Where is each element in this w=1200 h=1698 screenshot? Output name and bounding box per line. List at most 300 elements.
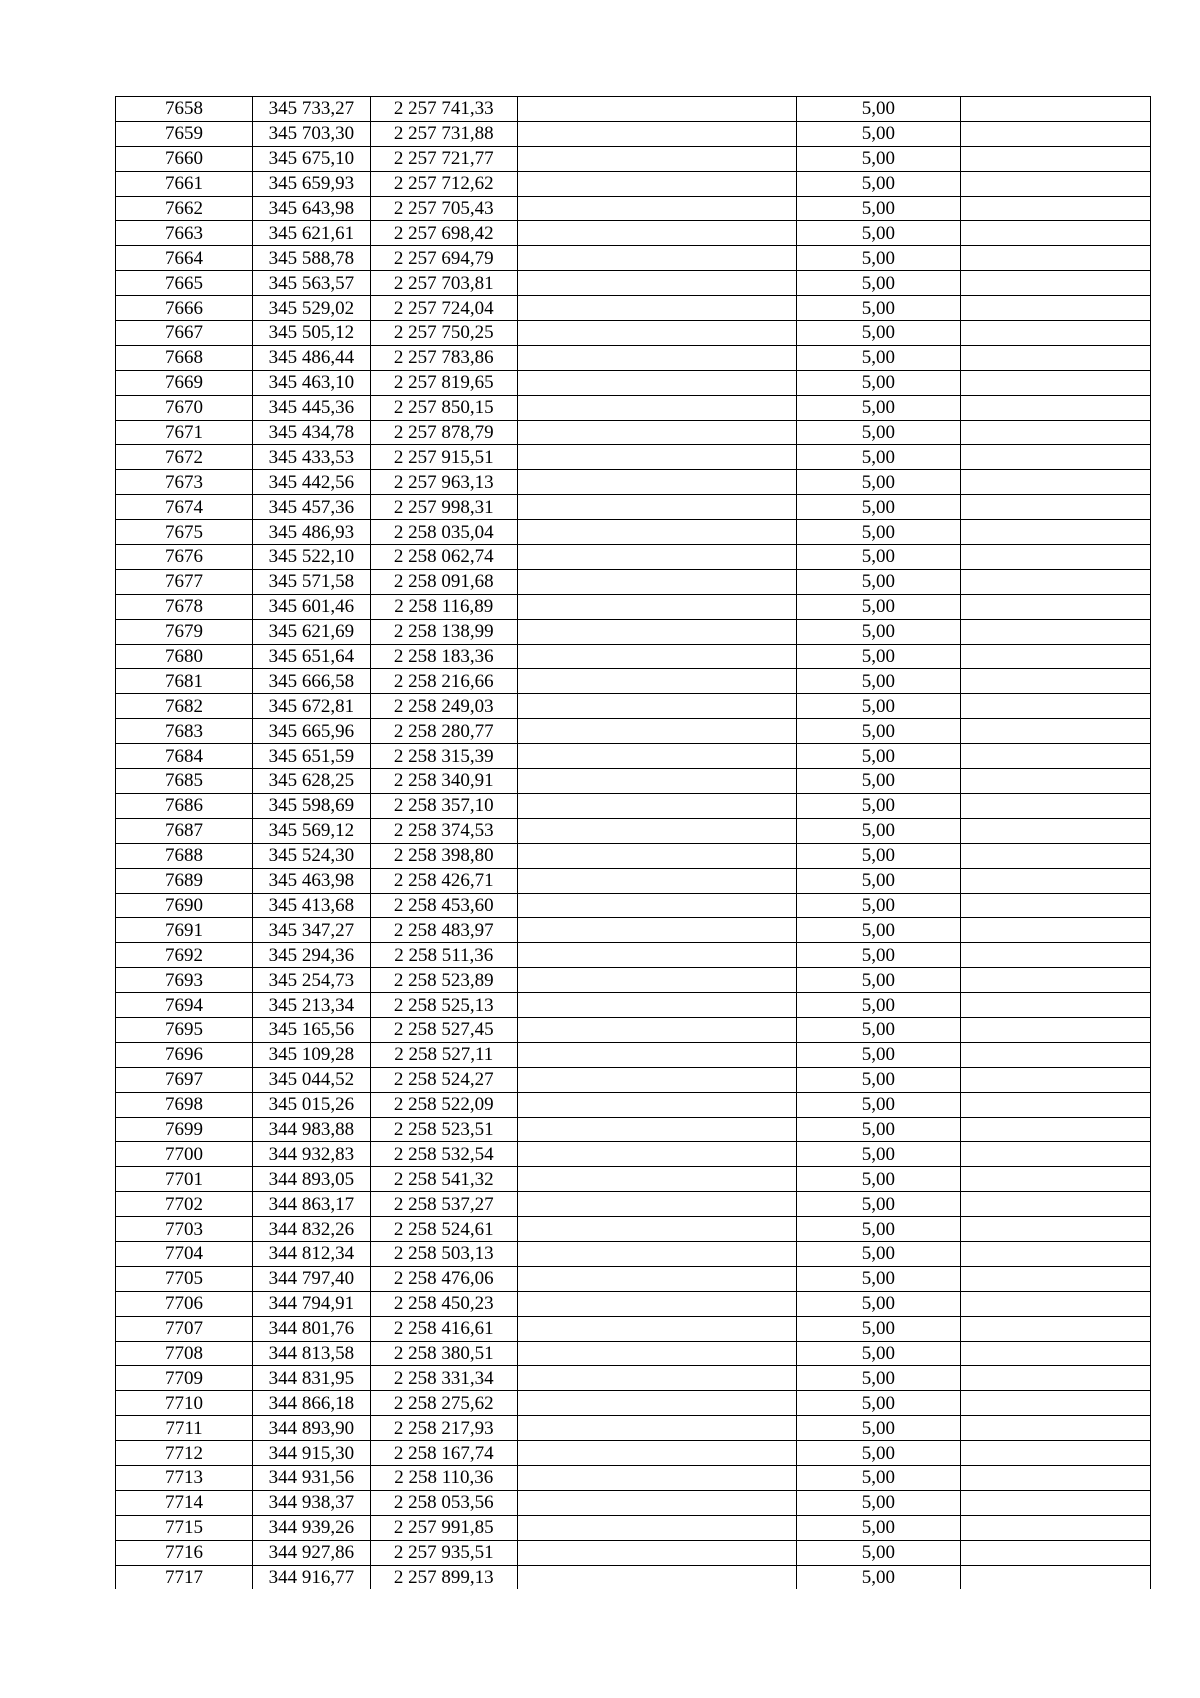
empty-cell (960, 644, 1150, 669)
empty-cell (517, 1217, 796, 1242)
y-coordinate-cell: 2 257 878,79 (370, 420, 517, 445)
value-cell: 5,00 (797, 370, 961, 395)
table-row (116, 296, 1151, 321)
value-cell: 5,00 (797, 221, 961, 246)
empty-cell (960, 1540, 1150, 1565)
empty-cell (960, 1192, 1150, 1217)
point-number-cell: 7713 (116, 1465, 253, 1490)
empty-cell (517, 968, 796, 993)
point-number-cell: 7668 (116, 345, 253, 370)
empty-cell (517, 221, 796, 246)
empty-cell (517, 321, 796, 346)
point-number-cell: 7711 (116, 1416, 253, 1441)
x-coordinate-cell: 345 505,12 (253, 321, 371, 346)
empty-cell (517, 619, 796, 644)
y-coordinate-cell: 2 258 523,89 (370, 968, 517, 993)
y-coordinate-cell: 2 258 453,60 (370, 893, 517, 918)
y-coordinate-cell: 2 258 374,53 (370, 818, 517, 843)
table-row (116, 495, 1151, 520)
empty-cell (517, 1241, 796, 1266)
empty-cell (517, 196, 796, 221)
value-cell: 5,00 (797, 1067, 961, 1092)
empty-cell (517, 1067, 796, 1092)
empty-cell (517, 1341, 796, 1366)
x-coordinate-cell: 345 254,73 (253, 968, 371, 993)
y-coordinate-cell: 2 258 522,09 (370, 1092, 517, 1117)
empty-cell (517, 1192, 796, 1217)
y-coordinate-cell: 2 258 380,51 (370, 1341, 517, 1366)
empty-cell (960, 445, 1150, 470)
y-coordinate-cell: 2 258 249,03 (370, 694, 517, 719)
table-row (116, 893, 1151, 918)
y-coordinate-cell: 2 257 705,43 (370, 196, 517, 221)
empty-cell (960, 196, 1150, 221)
x-coordinate-cell: 345 486,93 (253, 520, 371, 545)
x-coordinate-cell: 345 044,52 (253, 1067, 371, 1092)
table-row (116, 271, 1151, 296)
point-number-cell: 7714 (116, 1490, 253, 1515)
empty-cell (517, 1167, 796, 1192)
y-coordinate-cell: 2 257 721,77 (370, 146, 517, 171)
empty-cell (960, 1142, 1150, 1167)
point-number-cell: 7665 (116, 271, 253, 296)
value-cell: 5,00 (797, 569, 961, 594)
x-coordinate-cell: 345 524,30 (253, 843, 371, 868)
x-coordinate-cell: 345 463,10 (253, 370, 371, 395)
table-row (116, 395, 1151, 420)
coordinates-table (115, 96, 1151, 1589)
y-coordinate-cell: 2 258 275,62 (370, 1391, 517, 1416)
y-coordinate-cell: 2 258 183,36 (370, 644, 517, 669)
point-number-cell: 7690 (116, 893, 253, 918)
y-coordinate-cell: 2 257 703,81 (370, 271, 517, 296)
value-cell: 5,00 (797, 1291, 961, 1316)
point-number-cell: 7658 (116, 97, 253, 122)
table-row (116, 818, 1151, 843)
value-cell: 5,00 (797, 694, 961, 719)
y-coordinate-cell: 2 258 483,97 (370, 918, 517, 943)
y-coordinate-cell: 2 258 357,10 (370, 793, 517, 818)
table-row (116, 943, 1151, 968)
empty-cell (517, 470, 796, 495)
x-coordinate-cell: 345 486,44 (253, 345, 371, 370)
value-cell: 5,00 (797, 1092, 961, 1117)
point-number-cell: 7694 (116, 993, 253, 1018)
point-number-cell: 7672 (116, 445, 253, 470)
table-row (116, 1416, 1151, 1441)
table-row (116, 321, 1151, 346)
x-coordinate-cell: 344 932,83 (253, 1142, 371, 1167)
empty-cell (517, 769, 796, 794)
table-row (116, 1341, 1151, 1366)
empty-cell (517, 1391, 796, 1416)
empty-cell (517, 1316, 796, 1341)
table-row (116, 1316, 1151, 1341)
table-row (116, 97, 1151, 122)
y-coordinate-cell: 2 258 541,32 (370, 1167, 517, 1192)
empty-cell (960, 420, 1150, 445)
empty-cell (960, 1291, 1150, 1316)
x-coordinate-cell: 345 347,27 (253, 918, 371, 943)
table-row (116, 1142, 1151, 1167)
y-coordinate-cell: 2 258 116,89 (370, 594, 517, 619)
value-cell: 5,00 (797, 993, 961, 1018)
table-row (116, 1465, 1151, 1490)
empty-cell (960, 121, 1150, 146)
y-coordinate-cell: 2 258 398,80 (370, 843, 517, 868)
x-coordinate-cell: 345 571,58 (253, 569, 371, 594)
value-cell: 5,00 (797, 271, 961, 296)
x-coordinate-cell: 345 522,10 (253, 545, 371, 570)
empty-cell (517, 1565, 796, 1589)
x-coordinate-cell: 344 831,95 (253, 1366, 371, 1391)
value-cell: 5,00 (797, 545, 961, 570)
table-row (116, 171, 1151, 196)
table-row (116, 1391, 1151, 1416)
point-number-cell: 7707 (116, 1316, 253, 1341)
empty-cell (517, 569, 796, 594)
table-row (116, 1490, 1151, 1515)
point-number-cell: 7695 (116, 1017, 253, 1042)
value-cell: 5,00 (797, 196, 961, 221)
empty-cell (517, 445, 796, 470)
x-coordinate-cell: 344 866,18 (253, 1391, 371, 1416)
value-cell: 5,00 (797, 619, 961, 644)
empty-cell (960, 221, 1150, 246)
y-coordinate-cell: 2 257 750,25 (370, 321, 517, 346)
empty-cell (960, 943, 1150, 968)
table-row (116, 1117, 1151, 1142)
value-cell: 5,00 (797, 1117, 961, 1142)
table-row (116, 1092, 1151, 1117)
value-cell: 5,00 (797, 1391, 961, 1416)
y-coordinate-cell: 2 257 991,85 (370, 1515, 517, 1540)
x-coordinate-cell: 344 812,34 (253, 1241, 371, 1266)
x-coordinate-cell: 345 672,81 (253, 694, 371, 719)
point-number-cell: 7660 (116, 146, 253, 171)
empty-cell (960, 1490, 1150, 1515)
empty-cell (960, 1217, 1150, 1242)
point-number-cell: 7702 (116, 1192, 253, 1217)
empty-cell (517, 121, 796, 146)
table-row (116, 470, 1151, 495)
x-coordinate-cell: 345 213,34 (253, 993, 371, 1018)
empty-cell (517, 694, 796, 719)
value-cell: 5,00 (797, 321, 961, 346)
point-number-cell: 7686 (116, 793, 253, 818)
table-body (116, 97, 1151, 1590)
empty-cell (517, 893, 796, 918)
value-cell: 5,00 (797, 121, 961, 146)
value-cell: 5,00 (797, 1017, 961, 1042)
x-coordinate-cell: 345 165,56 (253, 1017, 371, 1042)
table-row (116, 993, 1151, 1018)
x-coordinate-cell: 344 915,30 (253, 1441, 371, 1466)
table-row (116, 1017, 1151, 1042)
point-number-cell: 7691 (116, 918, 253, 943)
y-coordinate-cell: 2 258 331,34 (370, 1366, 517, 1391)
empty-cell (517, 1142, 796, 1167)
point-number-cell: 7678 (116, 594, 253, 619)
empty-cell (960, 545, 1150, 570)
point-number-cell: 7708 (116, 1341, 253, 1366)
empty-cell (517, 818, 796, 843)
point-number-cell: 7659 (116, 121, 253, 146)
y-coordinate-cell: 2 257 963,13 (370, 470, 517, 495)
empty-cell (517, 345, 796, 370)
value-cell: 5,00 (797, 246, 961, 271)
x-coordinate-cell: 345 703,30 (253, 121, 371, 146)
point-number-cell: 7717 (116, 1565, 253, 1589)
y-coordinate-cell: 2 258 527,11 (370, 1042, 517, 1067)
value-cell: 5,00 (797, 296, 961, 321)
value-cell: 5,00 (797, 470, 961, 495)
point-number-cell: 7706 (116, 1291, 253, 1316)
value-cell: 5,00 (797, 1565, 961, 1589)
empty-cell (960, 97, 1150, 122)
table-row (116, 1192, 1151, 1217)
table-row (116, 1042, 1151, 1067)
x-coordinate-cell: 344 893,05 (253, 1167, 371, 1192)
table-row (116, 619, 1151, 644)
empty-cell (960, 669, 1150, 694)
x-coordinate-cell: 344 832,26 (253, 1217, 371, 1242)
empty-cell (517, 843, 796, 868)
empty-cell (960, 395, 1150, 420)
point-number-cell: 7697 (116, 1067, 253, 1092)
table-row (116, 694, 1151, 719)
empty-cell (517, 1540, 796, 1565)
x-coordinate-cell: 345 463,98 (253, 868, 371, 893)
point-number-cell: 7680 (116, 644, 253, 669)
empty-cell (517, 370, 796, 395)
x-coordinate-cell: 345 529,02 (253, 296, 371, 321)
empty-cell (517, 495, 796, 520)
empty-cell (517, 993, 796, 1018)
x-coordinate-cell: 344 813,58 (253, 1341, 371, 1366)
value-cell: 5,00 (797, 1465, 961, 1490)
point-number-cell: 7693 (116, 968, 253, 993)
value-cell: 5,00 (797, 769, 961, 794)
x-coordinate-cell: 345 733,27 (253, 97, 371, 122)
x-coordinate-cell: 345 588,78 (253, 246, 371, 271)
empty-cell (517, 146, 796, 171)
empty-cell (960, 1316, 1150, 1341)
empty-cell (960, 495, 1150, 520)
x-coordinate-cell: 344 939,26 (253, 1515, 371, 1540)
empty-cell (960, 1017, 1150, 1042)
point-number-cell: 7683 (116, 719, 253, 744)
y-coordinate-cell: 2 257 712,62 (370, 171, 517, 196)
x-coordinate-cell: 345 015,26 (253, 1092, 371, 1117)
point-number-cell: 7676 (116, 545, 253, 570)
x-coordinate-cell: 345 457,36 (253, 495, 371, 520)
value-cell: 5,00 (797, 843, 961, 868)
value-cell: 5,00 (797, 445, 961, 470)
point-number-cell: 7692 (116, 943, 253, 968)
empty-cell (960, 744, 1150, 769)
x-coordinate-cell: 345 628,25 (253, 769, 371, 794)
y-coordinate-cell: 2 258 525,13 (370, 993, 517, 1018)
point-number-cell: 7703 (116, 1217, 253, 1242)
point-number-cell: 7671 (116, 420, 253, 445)
y-coordinate-cell: 2 258 280,77 (370, 719, 517, 744)
value-cell: 5,00 (797, 893, 961, 918)
table-row (116, 1217, 1151, 1242)
empty-cell (960, 1241, 1150, 1266)
point-number-cell: 7709 (116, 1366, 253, 1391)
value-cell: 5,00 (797, 1266, 961, 1291)
table-row (116, 1441, 1151, 1466)
point-number-cell: 7704 (116, 1241, 253, 1266)
value-cell: 5,00 (797, 345, 961, 370)
empty-cell (960, 843, 1150, 868)
value-cell: 5,00 (797, 1192, 961, 1217)
empty-cell (517, 793, 796, 818)
point-number-cell: 7712 (116, 1441, 253, 1466)
empty-cell (517, 594, 796, 619)
empty-cell (517, 420, 796, 445)
point-number-cell: 7710 (116, 1391, 253, 1416)
table-row (116, 569, 1151, 594)
empty-cell (517, 918, 796, 943)
empty-cell (960, 271, 1150, 296)
empty-cell (960, 1067, 1150, 1092)
y-coordinate-cell: 2 258 062,74 (370, 545, 517, 570)
point-number-cell: 7715 (116, 1515, 253, 1540)
x-coordinate-cell: 345 569,12 (253, 818, 371, 843)
value-cell: 5,00 (797, 968, 961, 993)
y-coordinate-cell: 2 258 503,13 (370, 1241, 517, 1266)
table-row (116, 545, 1151, 570)
empty-cell (517, 1490, 796, 1515)
point-number-cell: 7684 (116, 744, 253, 769)
point-number-cell: 7677 (116, 569, 253, 594)
value-cell: 5,00 (797, 1341, 961, 1366)
point-number-cell: 7669 (116, 370, 253, 395)
empty-cell (517, 1291, 796, 1316)
y-coordinate-cell: 2 257 724,04 (370, 296, 517, 321)
y-coordinate-cell: 2 257 850,15 (370, 395, 517, 420)
table-row (116, 769, 1151, 794)
x-coordinate-cell: 345 621,61 (253, 221, 371, 246)
empty-cell (517, 1042, 796, 1067)
y-coordinate-cell: 2 257 741,33 (370, 97, 517, 122)
value-cell: 5,00 (797, 1142, 961, 1167)
empty-cell (517, 545, 796, 570)
empty-cell (960, 918, 1150, 943)
table-row (116, 793, 1151, 818)
table-row (116, 843, 1151, 868)
empty-cell (960, 146, 1150, 171)
point-number-cell: 7664 (116, 246, 253, 271)
table-row (116, 345, 1151, 370)
table-row (116, 744, 1151, 769)
y-coordinate-cell: 2 258 053,56 (370, 1490, 517, 1515)
table-row (116, 918, 1151, 943)
table-row (116, 121, 1151, 146)
empty-cell (517, 1266, 796, 1291)
point-number-cell: 7705 (116, 1266, 253, 1291)
empty-cell (517, 171, 796, 196)
empty-cell (960, 345, 1150, 370)
empty-cell (960, 569, 1150, 594)
empty-cell (960, 968, 1150, 993)
table-row (116, 968, 1151, 993)
table-row (116, 669, 1151, 694)
empty-cell (960, 719, 1150, 744)
table-row (116, 420, 1151, 445)
point-number-cell: 7698 (116, 1092, 253, 1117)
y-coordinate-cell: 2 258 340,91 (370, 769, 517, 794)
y-coordinate-cell: 2 258 450,23 (370, 1291, 517, 1316)
empty-cell (960, 993, 1150, 1018)
x-coordinate-cell: 344 863,17 (253, 1192, 371, 1217)
value-cell: 5,00 (797, 793, 961, 818)
x-coordinate-cell: 344 797,40 (253, 1266, 371, 1291)
empty-cell (517, 943, 796, 968)
empty-cell (960, 1416, 1150, 1441)
table-row (116, 868, 1151, 893)
empty-cell (960, 694, 1150, 719)
x-coordinate-cell: 345 413,68 (253, 893, 371, 918)
x-coordinate-cell: 344 916,77 (253, 1565, 371, 1589)
point-number-cell: 7699 (116, 1117, 253, 1142)
empty-cell (960, 1092, 1150, 1117)
value-cell: 5,00 (797, 818, 961, 843)
point-number-cell: 7679 (116, 619, 253, 644)
x-coordinate-cell: 345 675,10 (253, 146, 371, 171)
empty-cell (517, 1366, 796, 1391)
point-number-cell: 7670 (116, 395, 253, 420)
y-coordinate-cell: 2 257 935,51 (370, 1540, 517, 1565)
table-row (116, 1366, 1151, 1391)
y-coordinate-cell: 2 257 819,65 (370, 370, 517, 395)
x-coordinate-cell: 344 983,88 (253, 1117, 371, 1142)
value-cell: 5,00 (797, 594, 961, 619)
y-coordinate-cell: 2 257 731,88 (370, 121, 517, 146)
value-cell: 5,00 (797, 146, 961, 171)
value-cell: 5,00 (797, 1441, 961, 1466)
x-coordinate-cell: 345 434,78 (253, 420, 371, 445)
table-row (116, 370, 1151, 395)
table-row (116, 1565, 1151, 1589)
x-coordinate-cell: 345 601,46 (253, 594, 371, 619)
empty-cell (517, 644, 796, 669)
empty-cell (960, 1391, 1150, 1416)
empty-cell (960, 171, 1150, 196)
value-cell: 5,00 (797, 1316, 961, 1341)
empty-cell (960, 1366, 1150, 1391)
x-coordinate-cell: 344 927,86 (253, 1540, 371, 1565)
point-number-cell: 7688 (116, 843, 253, 868)
y-coordinate-cell: 2 258 315,39 (370, 744, 517, 769)
empty-cell (517, 669, 796, 694)
y-coordinate-cell: 2 258 537,27 (370, 1192, 517, 1217)
point-number-cell: 7663 (116, 221, 253, 246)
value-cell: 5,00 (797, 868, 961, 893)
x-coordinate-cell: 345 563,57 (253, 271, 371, 296)
y-coordinate-cell: 2 258 527,45 (370, 1017, 517, 1042)
x-coordinate-cell: 345 665,96 (253, 719, 371, 744)
table-row (116, 1167, 1151, 1192)
table-row (116, 520, 1151, 545)
empty-cell (960, 1341, 1150, 1366)
x-coordinate-cell: 345 621,69 (253, 619, 371, 644)
empty-cell (960, 868, 1150, 893)
value-cell: 5,00 (797, 1167, 961, 1192)
table-row (116, 196, 1151, 221)
